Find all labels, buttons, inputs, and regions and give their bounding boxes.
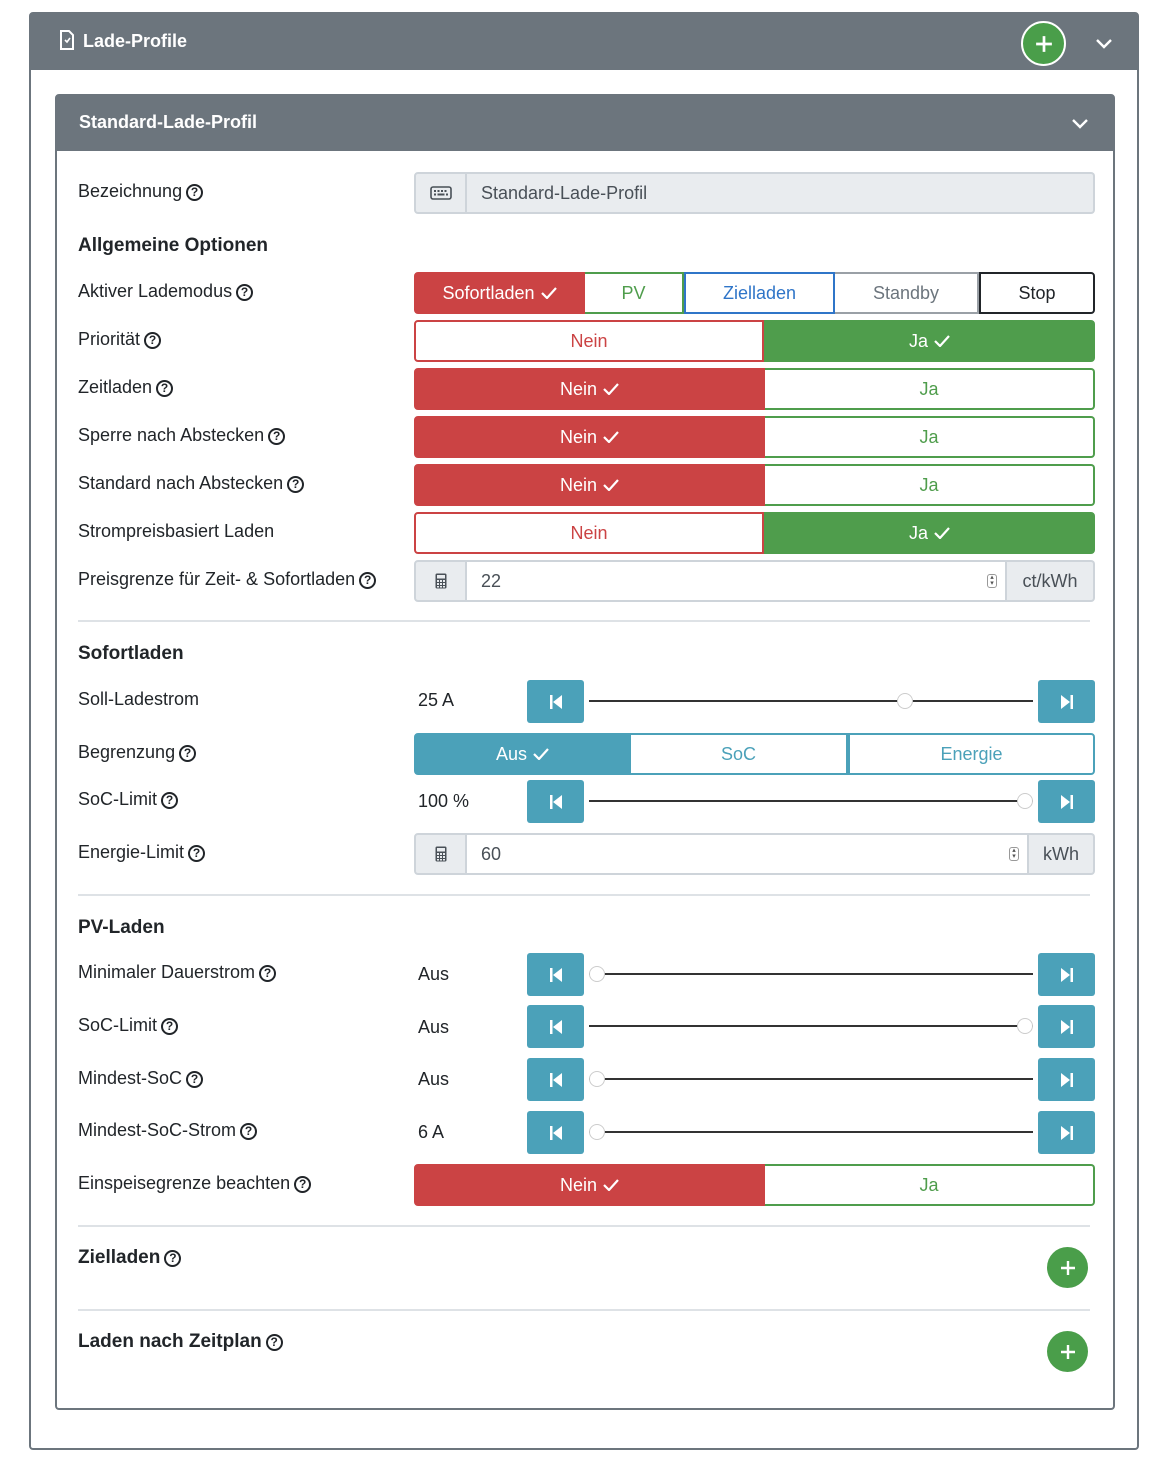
slider-thumb[interactable] [589, 966, 605, 982]
pv-soc-limit-decrease-button[interactable] [527, 1005, 584, 1048]
help-icon[interactable]: ? [186, 184, 203, 201]
help-icon[interactable]: ? [294, 1176, 311, 1193]
einspeise-nein[interactable]: Nein [414, 1164, 765, 1206]
help-icon[interactable]: ? [156, 380, 173, 397]
sperre-label: Sperre nach Abstecken ? [78, 425, 285, 446]
slider-track[interactable] [589, 1025, 1033, 1027]
spinner-icon[interactable]: ▴ ▾ [987, 574, 997, 588]
calculator-icon [414, 833, 467, 875]
soll-ladestrom-decrease-button[interactable] [527, 680, 584, 723]
spinner-icon[interactable]: ▴ ▾ [1009, 847, 1019, 861]
strompreis-toggle [414, 512, 1095, 554]
soll-ladestrom-increase-button[interactable] [1038, 680, 1095, 723]
calculator-icon [414, 560, 467, 602]
prioritaet-ja[interactable]: Ja [764, 320, 1095, 362]
soc-limit-value: 100 % [418, 791, 470, 811]
divider [78, 894, 1090, 896]
divider [78, 1309, 1090, 1311]
add-zielladen-button[interactable] [1047, 1247, 1088, 1288]
keyboard-icon [414, 172, 467, 214]
allgemeine-optionen-heading: Allgemeine Optionen [78, 235, 269, 256]
profile-header[interactable] [57, 96, 1113, 151]
lademodus-pv[interactable]: PV [585, 272, 684, 314]
sofortladen-heading: Sofortladen [78, 643, 184, 664]
skip-back-icon [550, 1020, 562, 1034]
mindest-soc-strom-value: 6 A [418, 1122, 445, 1142]
card-header[interactable] [31, 14, 1137, 70]
lademodus-standby[interactable]: Standby [835, 272, 979, 314]
zeitladen-toggle [414, 368, 1095, 410]
zeitladen-ja[interactable]: Ja [765, 368, 1095, 410]
skip-back-icon [550, 1073, 562, 1087]
strompreis-label: Strompreisbasiert Laden [78, 521, 275, 541]
slider-track[interactable] [589, 973, 1033, 975]
energie-limit-input[interactable]: 60 ▴ ▾ [467, 833, 1029, 875]
card-title: Lade-Profile [83, 31, 188, 51]
sperre-nein[interactable]: Nein [414, 416, 765, 458]
slider-thumb[interactable] [1017, 1018, 1033, 1034]
help-icon[interactable]: ? [268, 428, 285, 445]
file-icon [59, 30, 75, 50]
check-icon [934, 335, 950, 347]
skip-forward-icon [1061, 1020, 1073, 1034]
soc-limit-decrease-button[interactable] [527, 780, 584, 823]
pv-soc-limit-value: Aus [418, 1017, 450, 1037]
lade-profile-card [29, 12, 1139, 1450]
begrenzung-label: Begrenzung ? [78, 742, 196, 763]
slider-thumb[interactable] [589, 1071, 605, 1087]
energie-limit-group [414, 833, 1095, 875]
skip-forward-icon [1061, 1073, 1073, 1087]
slider-track[interactable] [589, 700, 1033, 702]
zeitladen-label: Zeitladen ? [78, 377, 173, 398]
mindest-soc-value: Aus [418, 1069, 450, 1089]
help-icon[interactable]: ? [188, 845, 205, 862]
prioritaet-label: Priorität ? [78, 329, 161, 350]
preisgrenze-label: Preisgrenze für Zeit- & Sofortladen ? [78, 569, 376, 590]
help-icon[interactable]: ? [164, 1250, 181, 1267]
plus-icon [1060, 1260, 1076, 1276]
help-icon[interactable]: ? [179, 745, 196, 762]
begrenzung-soc[interactable]: SoC [631, 733, 848, 775]
help-icon[interactable]: ? [266, 1334, 283, 1351]
divider [78, 1225, 1090, 1227]
energie-limit-unit: kWh [1029, 833, 1095, 875]
skip-back-icon [550, 695, 562, 709]
einspeise-ja[interactable]: Ja [765, 1164, 1095, 1206]
min-dauerstrom-value: Aus [418, 964, 450, 984]
prioritaet-toggle [414, 320, 1095, 362]
standard-ja[interactable]: Ja [765, 464, 1095, 506]
einspeise-label: Einspeisegrenze beachten ? [78, 1173, 311, 1194]
bezeichnung-group [414, 172, 1095, 214]
plus-icon [1060, 1344, 1076, 1360]
mindest-soc-label: Mindest-SoC ? [78, 1068, 203, 1089]
check-icon [603, 431, 619, 443]
begrenzung-selector [414, 733, 1095, 775]
chevron-down-icon[interactable] [1095, 38, 1113, 50]
soll-ladestrom-value: 25 A [418, 690, 455, 710]
mindest-soc-strom-increase-button[interactable] [1038, 1111, 1095, 1154]
preisgrenze-group [414, 560, 1095, 602]
lademodus-selector [414, 272, 1095, 314]
help-icon[interactable]: ? [259, 965, 276, 982]
begrenzung-energie[interactable]: Energie [848, 733, 1095, 775]
mindest-soc-strom-label: Mindest-SoC-Strom ? [78, 1120, 257, 1141]
sperre-toggle [414, 416, 1095, 458]
help-icon[interactable]: ? [186, 1071, 203, 1088]
begrenzung-aus[interactable]: Aus [414, 733, 631, 775]
lademodus-stop[interactable]: Stop [979, 272, 1095, 314]
lademodus-label: Aktiver Lademodus ? [78, 281, 253, 302]
preisgrenze-input[interactable]: 22 ▴ ▾ [467, 560, 1007, 602]
skip-forward-icon [1061, 695, 1073, 709]
soll-ladestrom-label: Soll-Ladestrom [78, 689, 200, 709]
zeitladen-nein[interactable]: Nein [414, 368, 765, 410]
mindest-soc-decrease-button[interactable] [527, 1058, 584, 1101]
strompreis-ja[interactable]: Ja [764, 512, 1095, 554]
add-profile-button[interactable] [1021, 21, 1066, 66]
energie-limit-label: Energie-Limit ? [78, 842, 205, 863]
help-icon[interactable]: ? [287, 476, 304, 493]
bezeichnung-label: Bezeichnung ? [78, 181, 203, 202]
slider-track[interactable] [589, 800, 1033, 802]
lademodus-sofortladen[interactable]: Sofortladen [414, 272, 585, 314]
skip-back-icon [550, 795, 562, 809]
slider-thumb[interactable] [1017, 793, 1033, 809]
help-icon[interactable]: ? [359, 572, 376, 589]
add-zeitplan-button[interactable] [1047, 1331, 1088, 1372]
skip-forward-icon [1061, 968, 1073, 982]
soc-limit-increase-button[interactable] [1038, 780, 1095, 823]
check-icon [603, 479, 619, 491]
check-icon [541, 287, 557, 299]
pv-laden-heading: PV-Laden [78, 917, 165, 938]
plus-icon [1035, 35, 1053, 53]
min-dauerstrom-increase-button[interactable] [1038, 953, 1095, 996]
min-dauerstrom-label: Minimaler Dauerstrom ? [78, 962, 276, 983]
skip-forward-icon [1061, 795, 1073, 809]
divider [78, 620, 1090, 622]
standard-nein[interactable]: Nein [414, 464, 765, 506]
profile-title: Standard-Lade-Profil [79, 112, 258, 132]
slider-track[interactable] [589, 1078, 1033, 1080]
bezeichnung-input[interactable]: Standard-Lade-Profil [467, 172, 1095, 214]
check-icon [603, 383, 619, 395]
check-icon [934, 527, 950, 539]
prioritaet-nein[interactable]: Nein [414, 320, 764, 362]
min-dauerstrom-decrease-button[interactable] [527, 953, 584, 996]
slider-track[interactable] [589, 1131, 1033, 1133]
skip-forward-icon [1061, 1126, 1073, 1140]
help-icon[interactable]: ? [144, 332, 161, 349]
zeitplan-heading: Laden nach Zeitplan ? [78, 1331, 283, 1353]
einspeise-toggle [414, 1164, 1095, 1206]
preisgrenze-unit: ct/kWh [1007, 560, 1095, 602]
standard-label: Standard nach Abstecken ? [78, 473, 304, 494]
slider-thumb[interactable] [589, 1124, 605, 1140]
mindest-soc-increase-button[interactable] [1038, 1058, 1095, 1101]
standard-toggle [414, 464, 1095, 506]
lademodus-zielladen[interactable]: Zielladen [684, 272, 835, 314]
pv-soc-limit-increase-button[interactable] [1038, 1005, 1095, 1048]
skip-back-icon [550, 968, 562, 982]
help-icon[interactable]: ? [161, 1018, 178, 1035]
check-icon [603, 1179, 619, 1191]
skip-back-icon [550, 1126, 562, 1140]
pv-soc-limit-label: SoC-Limit ? [78, 1015, 178, 1036]
help-icon[interactable]: ? [240, 1123, 257, 1140]
sperre-ja[interactable]: Ja [765, 416, 1095, 458]
check-icon [533, 748, 549, 760]
help-icon[interactable]: ? [236, 284, 253, 301]
chevron-down-icon[interactable] [1071, 118, 1089, 130]
soc-limit-label: SoC-Limit ? [78, 789, 178, 810]
zielladen-heading: Zielladen ? [78, 1247, 181, 1269]
mindest-soc-strom-decrease-button[interactable] [527, 1111, 584, 1154]
help-icon[interactable]: ? [161, 792, 178, 809]
strompreis-nein[interactable]: Nein [414, 512, 764, 554]
